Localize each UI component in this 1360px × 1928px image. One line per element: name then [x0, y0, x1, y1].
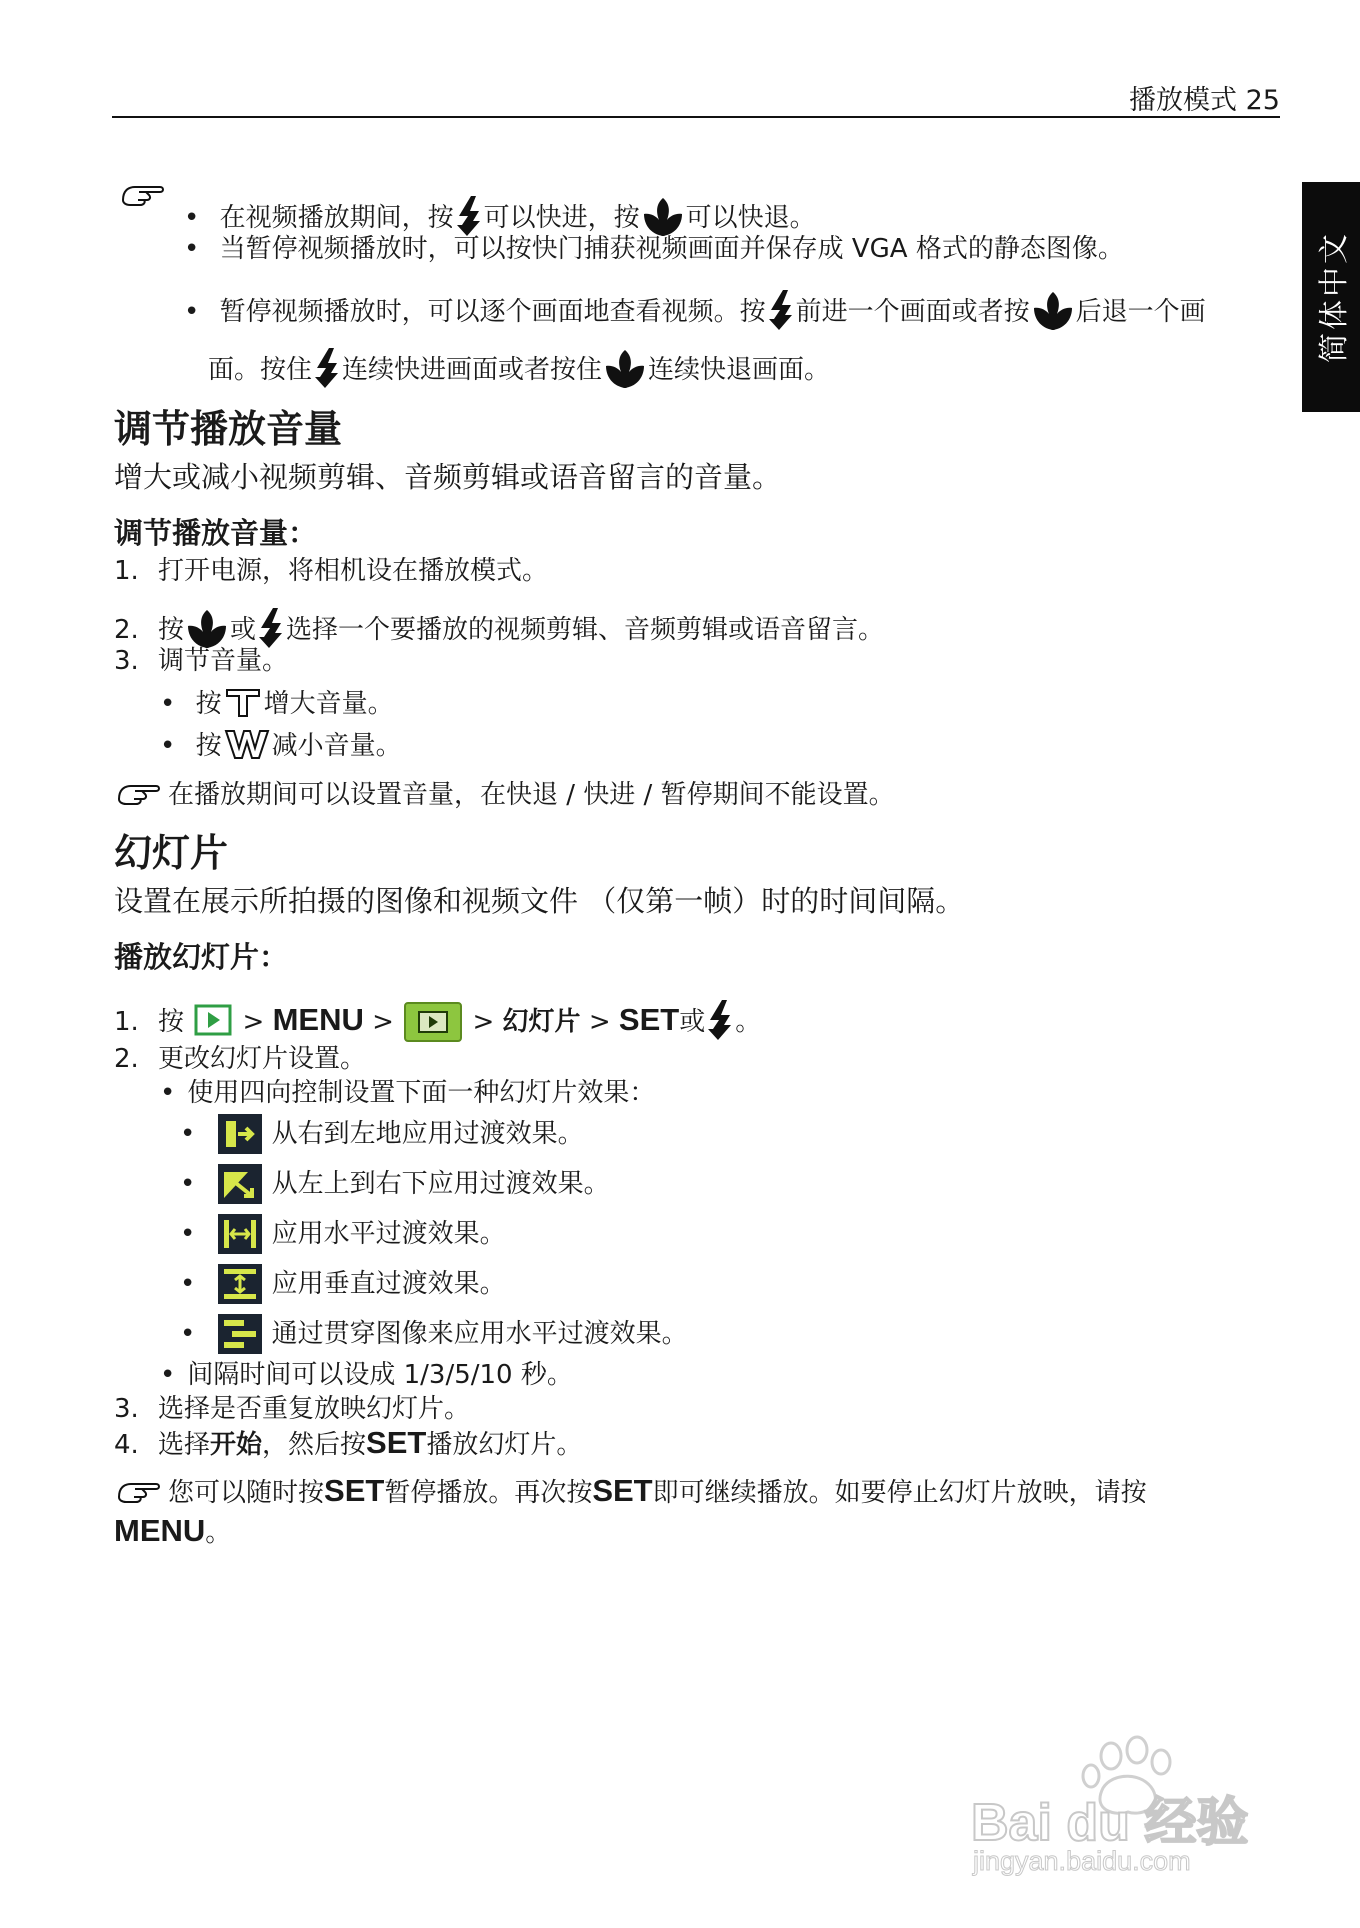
volume-proc-title: 调节播放音量： [114, 516, 318, 550]
transition-horizontal-icon [218, 1214, 262, 1254]
zoom-w-icon [224, 728, 270, 760]
volume-note: 在播放期间可以设置音量，在快退 / 快进 / 暂停期间不能设置。 [114, 778, 895, 812]
transition-diagonal-icon [218, 1164, 262, 1204]
note-hand-icon [116, 779, 164, 809]
slideshow-step-1: 1. 按 > MENU > > 幻灯片 > SET或 。 [114, 1000, 761, 1042]
baidu-watermark [963, 1728, 1283, 1878]
slideshow-proc-title: 播放幻灯片： [114, 940, 289, 974]
slideshow-note-cont: MENU。 [114, 1513, 232, 1548]
macro-icon [1032, 290, 1074, 330]
slideshow-note: 您可以随时按SET暂停播放。再次按SET即可继续播放。如要停止幻灯片放映，请按 [114, 1474, 1147, 1510]
header-title: 播放模式 25 [1129, 85, 1280, 116]
macro-icon [604, 348, 646, 388]
flash-icon [707, 1000, 733, 1040]
slideshow-interval: • 间隔时间可以设成 1/3/5/10 秒。 [160, 1358, 573, 1392]
flash-icon [314, 348, 340, 388]
slideshow-title: 幻灯片 [114, 831, 229, 875]
effect-horizontal: • 应用水平过渡效果。 [180, 1214, 506, 1254]
flash-icon [768, 290, 794, 330]
effect-through: • 通过贯穿图像来应用水平过渡效果。 [180, 1314, 688, 1354]
set-key-label: SET [618, 1002, 680, 1037]
note-item-1: • 在视频播放期间，按 可以快进，按 可以快退。 [184, 196, 816, 236]
language-tab-label: 简体中文 [1317, 231, 1352, 363]
effect-right-to-left: • 从右到左地应用过渡效果。 [180, 1114, 584, 1154]
page-header [112, 72, 1280, 118]
note-hand-icon [120, 180, 168, 210]
macro-icon [186, 608, 228, 648]
volume-desc: 增大或减小视频剪辑、音频剪辑或语音留言的音量。 [114, 460, 782, 494]
play-button-icon [194, 1004, 232, 1036]
slideshow-step-4: 4. 选择开始，然后按SET播放幻灯片。 [114, 1425, 583, 1460]
flash-icon [456, 196, 482, 236]
note-item-3: • 暂停视频播放时，可以逐个画面地查看视频。按 前进一个画面或者按 后退一个画 [184, 290, 1206, 330]
volume-step-2: 2. 按 或 选择一个要播放的视频剪辑、音频剪辑或语音留言。 [114, 608, 884, 648]
zoom-t-icon [224, 686, 262, 718]
transition-through-icon [218, 1314, 262, 1354]
menu-key-label: MENU [114, 1513, 206, 1548]
effect-diagonal: • 从左上到右下应用过渡效果。 [180, 1164, 610, 1204]
transition-right-left-icon [218, 1114, 262, 1154]
set-key-label: SET [324, 1473, 385, 1508]
note-item-2: • 当暂停视频播放时，可以按快门捕获视频画面并保存成 VGA 格式的静态图像。 [184, 232, 1124, 266]
slideshow-step-3: 3. 选择是否重复放映幻灯片。 [114, 1394, 471, 1424]
language-tab [1302, 182, 1360, 412]
macro-icon [642, 196, 684, 236]
slideshow-bullet-effects: • 使用四向控制设置下面一种幻灯片效果： [160, 1076, 655, 1110]
volume-bullet-1: • 按 增大音量。 [160, 686, 394, 721]
watermark-url: jingyan.baidu.com [973, 1846, 1191, 1876]
volume-bullet-2: • 按 减小音量。 [160, 728, 402, 763]
menu-key-label: MENU [272, 1002, 364, 1037]
flash-icon [258, 608, 284, 648]
transition-vertical-icon [218, 1264, 262, 1304]
effect-vertical: • 应用垂直过渡效果。 [180, 1264, 506, 1304]
playback-menu-icon [404, 1002, 462, 1042]
set-key-label: SET [366, 1425, 427, 1460]
note-hand-icon [116, 1477, 164, 1507]
set-key-label: SET [592, 1473, 653, 1508]
slideshow-desc: 设置在展示所拍摄的图像和视频文件 （仅第一帧）时的时间间隔。 [114, 884, 965, 918]
watermark-brand: Bai du 经验 [971, 1794, 1249, 1852]
note-item-3-cont: 面。按住 连续快进画面或者按住 连续快退画面。 [208, 348, 830, 388]
slideshow-step-2: 2. 更改幻灯片设置。 [114, 1044, 367, 1074]
volume-step-1: 1. 打开电源，将相机设在播放模式。 [114, 556, 549, 586]
volume-step-3: 3. 调节音量。 [114, 646, 289, 676]
volume-title: 调节播放音量 [114, 407, 343, 451]
